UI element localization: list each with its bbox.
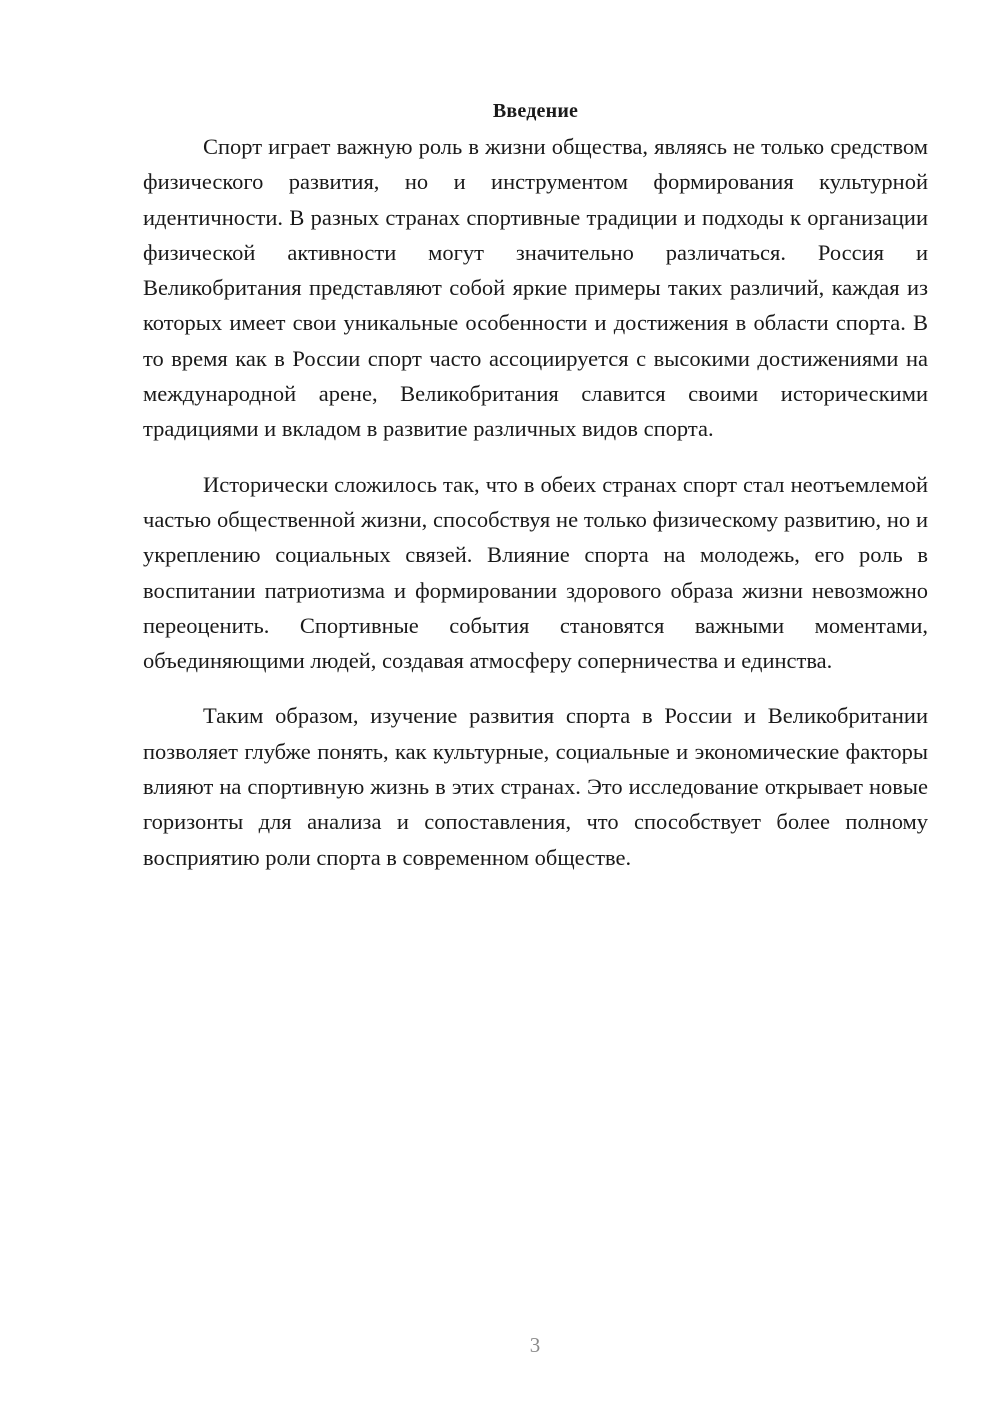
page-number: 3 xyxy=(529,1333,541,1357)
page-content xyxy=(143,94,928,875)
paragraph-1: Спорт играет важную роль в жизни общества, являясь не только средством физического развития, но и инструментом формирования культурной идентичности. В разных странах спортивные традиции и подходы к организации физической активности могут значительно различаться. Россия и Великобритания представляют собой яркие примеры таких различий, каждая из которых имеет свои уникальные особенности и достижения в области спорта. В то время как в России спорт часто ассоциируется с высокими достижениями на международной арене, Великобритания славится своими историческими традициями и вкладом в развитие различных видов спорта. xyxy=(143,134,928,442)
paragraph-3: Таким образом, изучение развития спорта в России и Великобритании позволяет глубже понять, как культурные, социальные и экономические факторы влияют на спортивную жизнь в этих странах. Это исследование открывает новые горизонты для анализа и сопоставления, что способствует более полному восприятию роли спорта в современном обществе. xyxy=(143,703,928,870)
section-heading: Введение xyxy=(492,100,579,122)
paragraph-2: Исторически сложилось так, что в обеих странах спорт стал неотъемлемой частью общественной жизни, способствуя не только физическому развитию, но и укреплению социальных связей. Влияние спорта на молодежь, его роль в воспитании патриотизма и формировании здорового образа жизни невозможно переоценить. Спортивные события становятся важными моментами, объединяющими людей, создавая атмосферу соперничества и единства. xyxy=(143,471,928,674)
